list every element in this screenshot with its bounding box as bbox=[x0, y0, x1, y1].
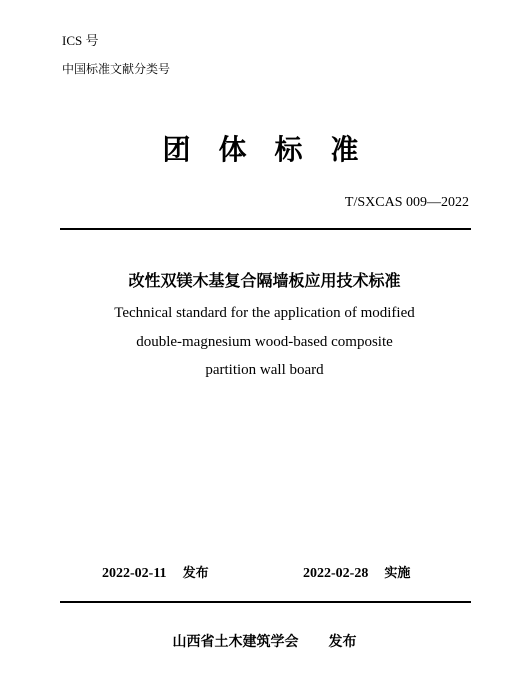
english-title-line-3: partition wall board bbox=[205, 362, 324, 378]
english-title-line-1: Technical standard for the application of modified bbox=[114, 305, 415, 321]
implement-date-block bbox=[303, 562, 410, 582]
issue-label: 发布 bbox=[182, 566, 209, 581]
issue-date: 2022-02-11 bbox=[102, 566, 167, 581]
document-category-title: 团体标准 bbox=[162, 133, 387, 166]
publisher-name: 山西省土木建筑学会 bbox=[172, 634, 299, 650]
publisher-block bbox=[0, 631, 529, 651]
publisher-suffix: 发布 bbox=[328, 634, 357, 650]
english-title-line-2: double-magnesium wood-based composite bbox=[136, 334, 393, 350]
ics-number: ICS 号 bbox=[62, 33, 99, 48]
standard-code: T/SXCAS 009—2022 bbox=[344, 195, 469, 210]
ccs-classification: 中国标准文献分类号 bbox=[62, 62, 171, 76]
top-divider bbox=[60, 228, 471, 230]
issue-date-block bbox=[102, 562, 209, 582]
implement-label: 实施 bbox=[384, 566, 411, 581]
bottom-divider bbox=[60, 601, 471, 603]
implement-date: 2022-02-28 bbox=[303, 566, 369, 581]
chinese-title: 改性双镁木基复合隔墙板应用技术标准 bbox=[128, 271, 401, 290]
